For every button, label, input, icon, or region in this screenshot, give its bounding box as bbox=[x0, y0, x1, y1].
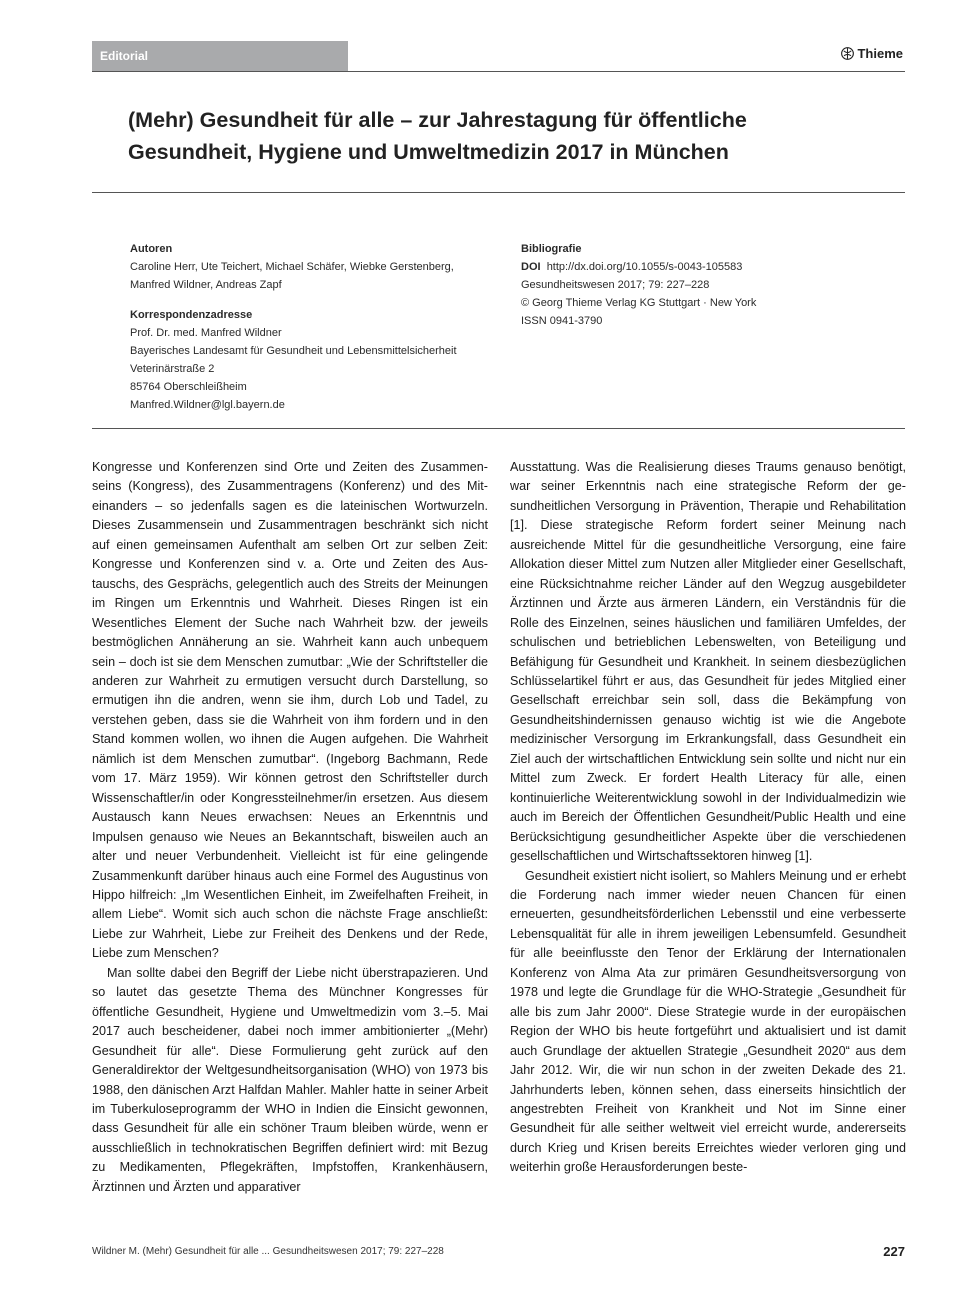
correspondence-name: Prof. Dr. med. Manfred Wildner bbox=[130, 327, 282, 339]
meta-rule bbox=[92, 428, 905, 429]
correspondence-label: Korrespondenzadresse bbox=[130, 309, 253, 321]
title-line-2: Gesundheit, Hygiene und Umweltmedizin 2017 in München bbox=[128, 140, 729, 164]
header-rule bbox=[92, 71, 905, 72]
authors-line-1: Caroline Herr, Ute Teichert, Michael Schäfer, Wiebke Gerstenberg, bbox=[130, 261, 454, 273]
title-rule bbox=[92, 192, 905, 193]
doi-link[interactable]: http://dx.doi.org/10.1055/s-0043-105583 bbox=[546, 261, 743, 273]
body-paragraph: Man sollte dabei den Begriff der Liebe nicht überstrapazieren. Und so lautet das gesetzte Thema des Münchner Kongresses für öffentliche Gesundheit, Hygiene und Umweltmedizin vom 3.–5. Mai 2017 auch bescheidener, dabei noch immer ambitionierter „(Mehr) Gesundheit für alle“. Diese Formulierung geht zurück auf den Generaldirektor der Weltgesundheitsorganisation (WHO) von 1973 bis 1988, den dänischen Arzt Halfdan Mahler. Mahler hatte in seiner Arbeit im Tuberkuloseprogramm der WHO in Indien die Einsicht gewonnen, dass Gesundheit für alle ein schöner Traum bleiben würde, wenn er ausschließlich in technokratischen Begriffen definiert wird: mit Bezug zu Medikamenten, Pflegekräften, Impfstoffen, Krankenhäusern, Ärztinnen und Ärzten und apparativer bbox=[92, 965, 488, 1194]
copyright-line: © Georg Thieme Verlag KG Stuttgart · New York bbox=[521, 297, 757, 309]
correspondence-street: Veterinärstraße 2 bbox=[130, 363, 215, 375]
page-number: 227 bbox=[883, 1244, 905, 1259]
doi-label: DOI bbox=[521, 261, 541, 273]
publisher-logo bbox=[841, 46, 903, 61]
authors-line-2: Manfred Wildner, Andreas Zapf bbox=[130, 279, 282, 291]
footer-citation: Wildner M. (Mehr) Gesundheit für alle ... Gesundheitswesen 2017; 79: 227–228 bbox=[92, 1246, 444, 1257]
article-title bbox=[128, 104, 888, 168]
doi-line bbox=[521, 258, 881, 276]
correspondence-city: 85764 Oberschleißheim bbox=[130, 381, 247, 393]
body-column-right bbox=[510, 458, 906, 1178]
authors-label: Autoren bbox=[130, 243, 173, 255]
thieme-logo-icon bbox=[841, 47, 854, 60]
bibliography-label: Bibliografie bbox=[521, 243, 582, 255]
journal-citation: Gesundheitswesen 2017; 79: 227–228 bbox=[521, 279, 710, 291]
body-paragraph: Gesundheit existiert nicht isoliert, so Mahlers Meinung und er erhebt die Forderung nach immer wieder neuen Chancen für einen erneuerten, gesundheitsförderlichen Lebensstil und eine verbesserte Lebensqualität für alle in ihrem jeweiligen Lebensumfeld. Gesundheit für alle beeinflusste den Tenor der Erklärung der Internationalen Konferenz von Alma Ata zur primären Gesundheitsversorgung von 1978 und legte die Grundlage für die WHO-Strategie „Gesundheit für alle bis zum Jahr 2000“. Diese Strategie wurde in der europäischen Region der WHO bis heute fortgeführt und aktualisiert und ist damit auch Grundlage der aktuellen Strategie „Gesundheit 2020“ aus dem Jahr 2012. Wir, die wir nun schon in der zweiten Dekade des 21. Jahrhunderts leben, können sehen, dass einerseits hinsichtlich der angestrebten Freiheit von Krankheit und Not im Sinne einer Gesundheit für alle seither weltweit viel erreicht wurde, andererseits durch Krieg und Krisen bereits Erreichtes wieder verloren ging und weiterhin große Herausforderungen beste- bbox=[510, 868, 906, 1175]
bibliography-block bbox=[521, 240, 881, 330]
publisher-name: Thieme bbox=[857, 46, 903, 61]
title-line-1: (Mehr) Gesundheit für alle – zur Jahrestagung für öffentliche bbox=[128, 108, 747, 132]
correspondence-email[interactable]: Manfred.Wildner@lgl.bayern.de bbox=[130, 399, 285, 411]
body-column-left bbox=[92, 458, 488, 1197]
body-paragraph: Kongresse und Konferenzen sind Orte und Zeiten des Zusammenseins (Kongress), des Zusammentragens (Konferenz) und des Miteinanders – so jedenfalls sagen es die lateinischen Wortwurzeln. Dieses Zusammensein und Zusammentragen beschränkt sich nicht auf einen gemeinsamen Aufenthalt am selben Ort zur selben Zeit: Kongresse und Konferenzen sind v. a. Orte und Zeiten des Austauschs, des Gesprächs, gelegentlich auch des Streits der Meinungen im Ringen um Erkenntnis und Wahrheit. Dieses Ringen ist ein Wesentliches Element der Suche nach Wahrheit bzw. der jeweils bestmöglichen Annäherung an sie. Wahrheit kann auch unbequem sein – doch ist sie dem Menschen zumutbar: „Wie der Schriftsteller die anderen zur Wahrheit zu ermutigen versucht durch Darstellung, so ermutigen ihn die andren, wenn sie ihm, durch Lob und Tadel, zu verstehen geben, dass sie die Wahrheit von ihm fordern und in den Stand kommen wollen, wo ihnen die Augen aufgehen. Die Wahrheit nämlich ist dem Menschen zumutbar“. (Ingeborg Bachmann, Rede vom 17. März 1959). Wir können getrost den Schriftsteller durch Wissenschaftler/in oder Kongressteilnehmer/in ersetzen. Aus diesem Austausch kann Neues erwachsen: Neues an Erkenntnis und Impulsen genauso wie Neues an Bekanntschaft, bisweilen auch an alter und neuer Verbundenheit. Vielleicht ist für eine gelingende Zusammenkunft darüber hinaus auch eine Formel des Augustinus von Hippo hilfreich: „Im Wesentlichen Einheit, im Zweifelhaften Freiheit, in allem Liebe“. Womit sich auch schon die nächste Frage anschließt: Liebe zur Wahrheit, Liebe zur Freiheit des Denkens und der Rede, Liebe zum Menschen? bbox=[92, 460, 488, 961]
issn-line: ISSN 0941-3790 bbox=[521, 315, 603, 327]
correspondence-institution: Bayerisches Landesamt für Gesundheit und Lebensmittelsicherheit bbox=[130, 345, 457, 357]
section-label: Editorial bbox=[92, 41, 348, 71]
authors-block bbox=[130, 240, 500, 414]
body-paragraph: Ausstattung. Was die Realisierung dieses Traums genauso benötigt, war seiner Erkenntnis nach eine strategische Reform der gesundheitlichen Versorgung in Prävention, Therapie und Rehabilitation [1]. Diese strategische Reform fordert seiner Meinung nach ausreichende Mittel für die gesundheitliche Versorgung, eine faire Allokation dieser Mittel zum Nutzen aller Mitglieder einer Gesellschaft, eine Rücksichtnahme reicher Länder auf den Wegzug ausgebildeter Ärztinnen und Ärzte aus ärmeren Ländern, ein Verständnis für die Rolle des Einzelnen, seines häuslichen und familiären Umfeldes, der schulischen und betrieblichen Lebenswelten, von Beteiligung und Befähigung für Gesundheit und Krankheit. In seinem diesbezüglichen Schlüsselartikel führt er aus, das Gesundheit für jedes Mitglied einer Gesellschaft erreichbar sein soll, dass die Bekämpfung von Gesundheitshindernissen genauso wichtig ist wie die Angebote medizinischer Versorgung im Erkrankungsfall, dass Gesundheit ein Ziel auch der wirtschaftlichen Entwicklung sein sollte und nicht nur ein Mittel zum Zweck. Er fordert Health Literacy für alle, einen kontinuierliche Weiterentwicklung sowohl in der Individualmedizin wie auch im Bereich der Öffentlichen Gesundheit/Public Health und eine Berücksichtigung gesundheitlicher Aspekte über die verschiedenen gesellschaftlichen und Wirtschaftssektoren hinweg [1]. bbox=[510, 460, 906, 864]
